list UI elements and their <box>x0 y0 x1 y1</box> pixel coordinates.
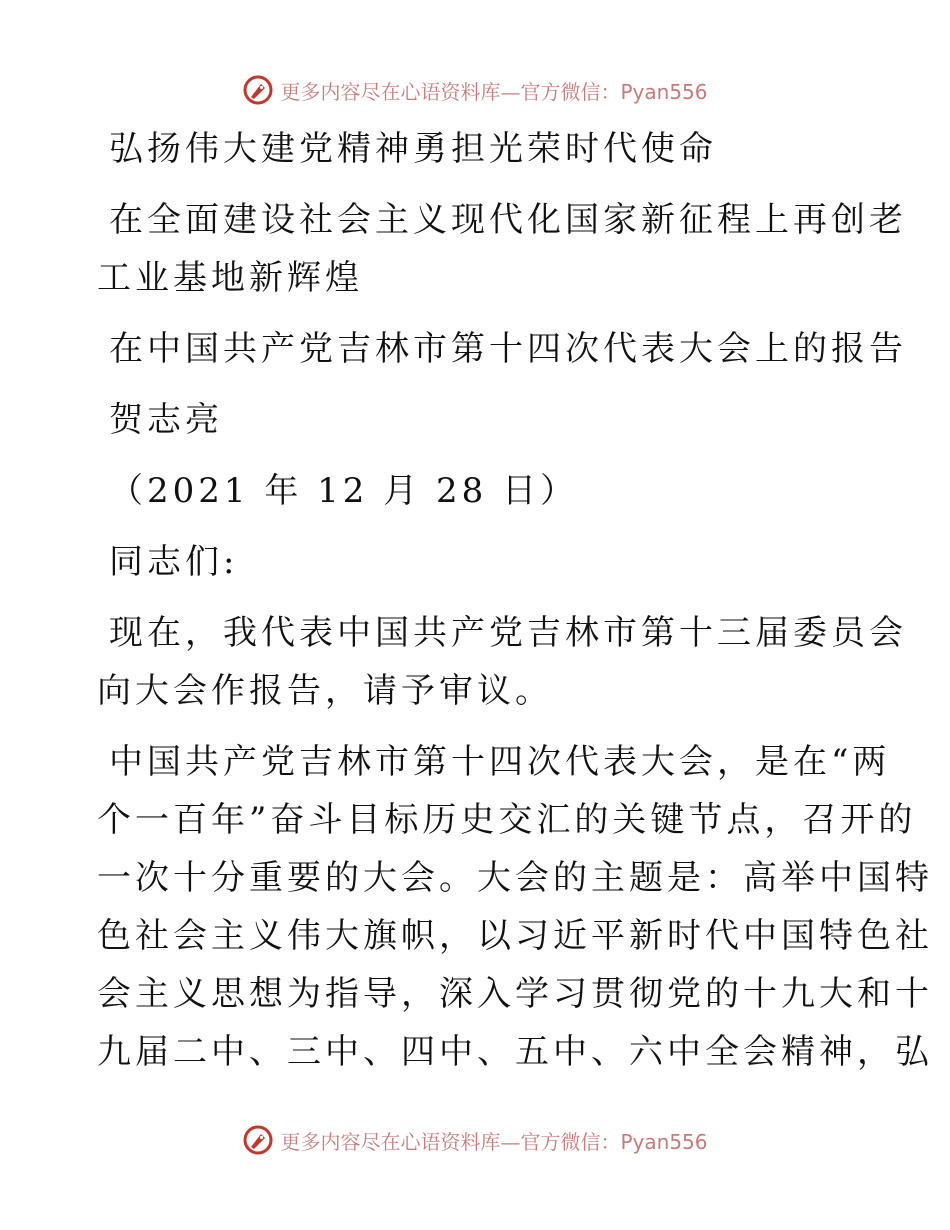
para1-line-1: 现在，我代表中国共产党吉林市第十三届委员会 <box>109 613 907 653</box>
paragraph-1 <box>97 604 907 720</box>
report-title <box>97 320 907 378</box>
title-line: 弘扬伟大建党精神勇担光荣时代使命 <box>109 129 717 169</box>
header-banner <box>0 70 950 110</box>
header-banner-wechat-id: Pyan556 <box>620 79 708 104</box>
date-line: （2021 年 12 月 28 日） <box>109 471 579 511</box>
report-date <box>97 462 857 520</box>
header-banner-cn: 更多内容尽在心语资料库—官方微信： <box>280 79 621 104</box>
author-line: 贺志亮 <box>109 400 223 440</box>
document-subtitle <box>97 191 907 307</box>
footer-banner-wechat-id: Pyan556 <box>620 1129 708 1154</box>
document-body <box>97 120 933 1081</box>
footer-banner <box>0 1120 950 1160</box>
para2-line-2: 个一百年”奋斗目标历史交汇的关键节点，召开的 <box>97 800 917 840</box>
subtitle-line-1: 在全面建设社会主义现代化国家新征程上再创老 <box>109 200 907 240</box>
subtitle-line-2: 工业基地新辉煌 <box>97 258 363 298</box>
para2-line-4: 色社会主义伟大旗帜，以习近平新时代中国特色社 <box>97 916 933 956</box>
para2-line-1: 中国共产党吉林市第十四次代表大会，是在“两 <box>109 742 891 782</box>
para2-line-3: 一次十分重要的大会。大会的主题是：高举中国特 <box>97 858 933 898</box>
pen-nib-logo-icon <box>242 1124 274 1156</box>
header-banner-text <box>280 76 707 105</box>
salutation-line: 同志们: <box>109 542 239 582</box>
author <box>97 391 857 449</box>
paragraph-2 <box>97 733 933 1081</box>
para2-line-6: 九届二中、三中、四中、五中、六中全会精神，弘 <box>97 1032 933 1072</box>
footer-banner-cn: 更多内容尽在心语资料库—官方微信： <box>280 1129 621 1154</box>
document-title <box>97 120 857 178</box>
salutation <box>97 533 857 591</box>
report-title-line: 在中国共产党吉林市第十四次代表大会上的报告 <box>109 329 907 369</box>
para1-line-2: 向大会作报告，请予审议。 <box>97 671 553 711</box>
footer-banner-text <box>280 1126 707 1155</box>
para2-line-5: 会主义思想为指导，深入学习贯彻党的十九大和十 <box>97 974 933 1014</box>
pen-nib-logo-icon <box>242 74 274 106</box>
